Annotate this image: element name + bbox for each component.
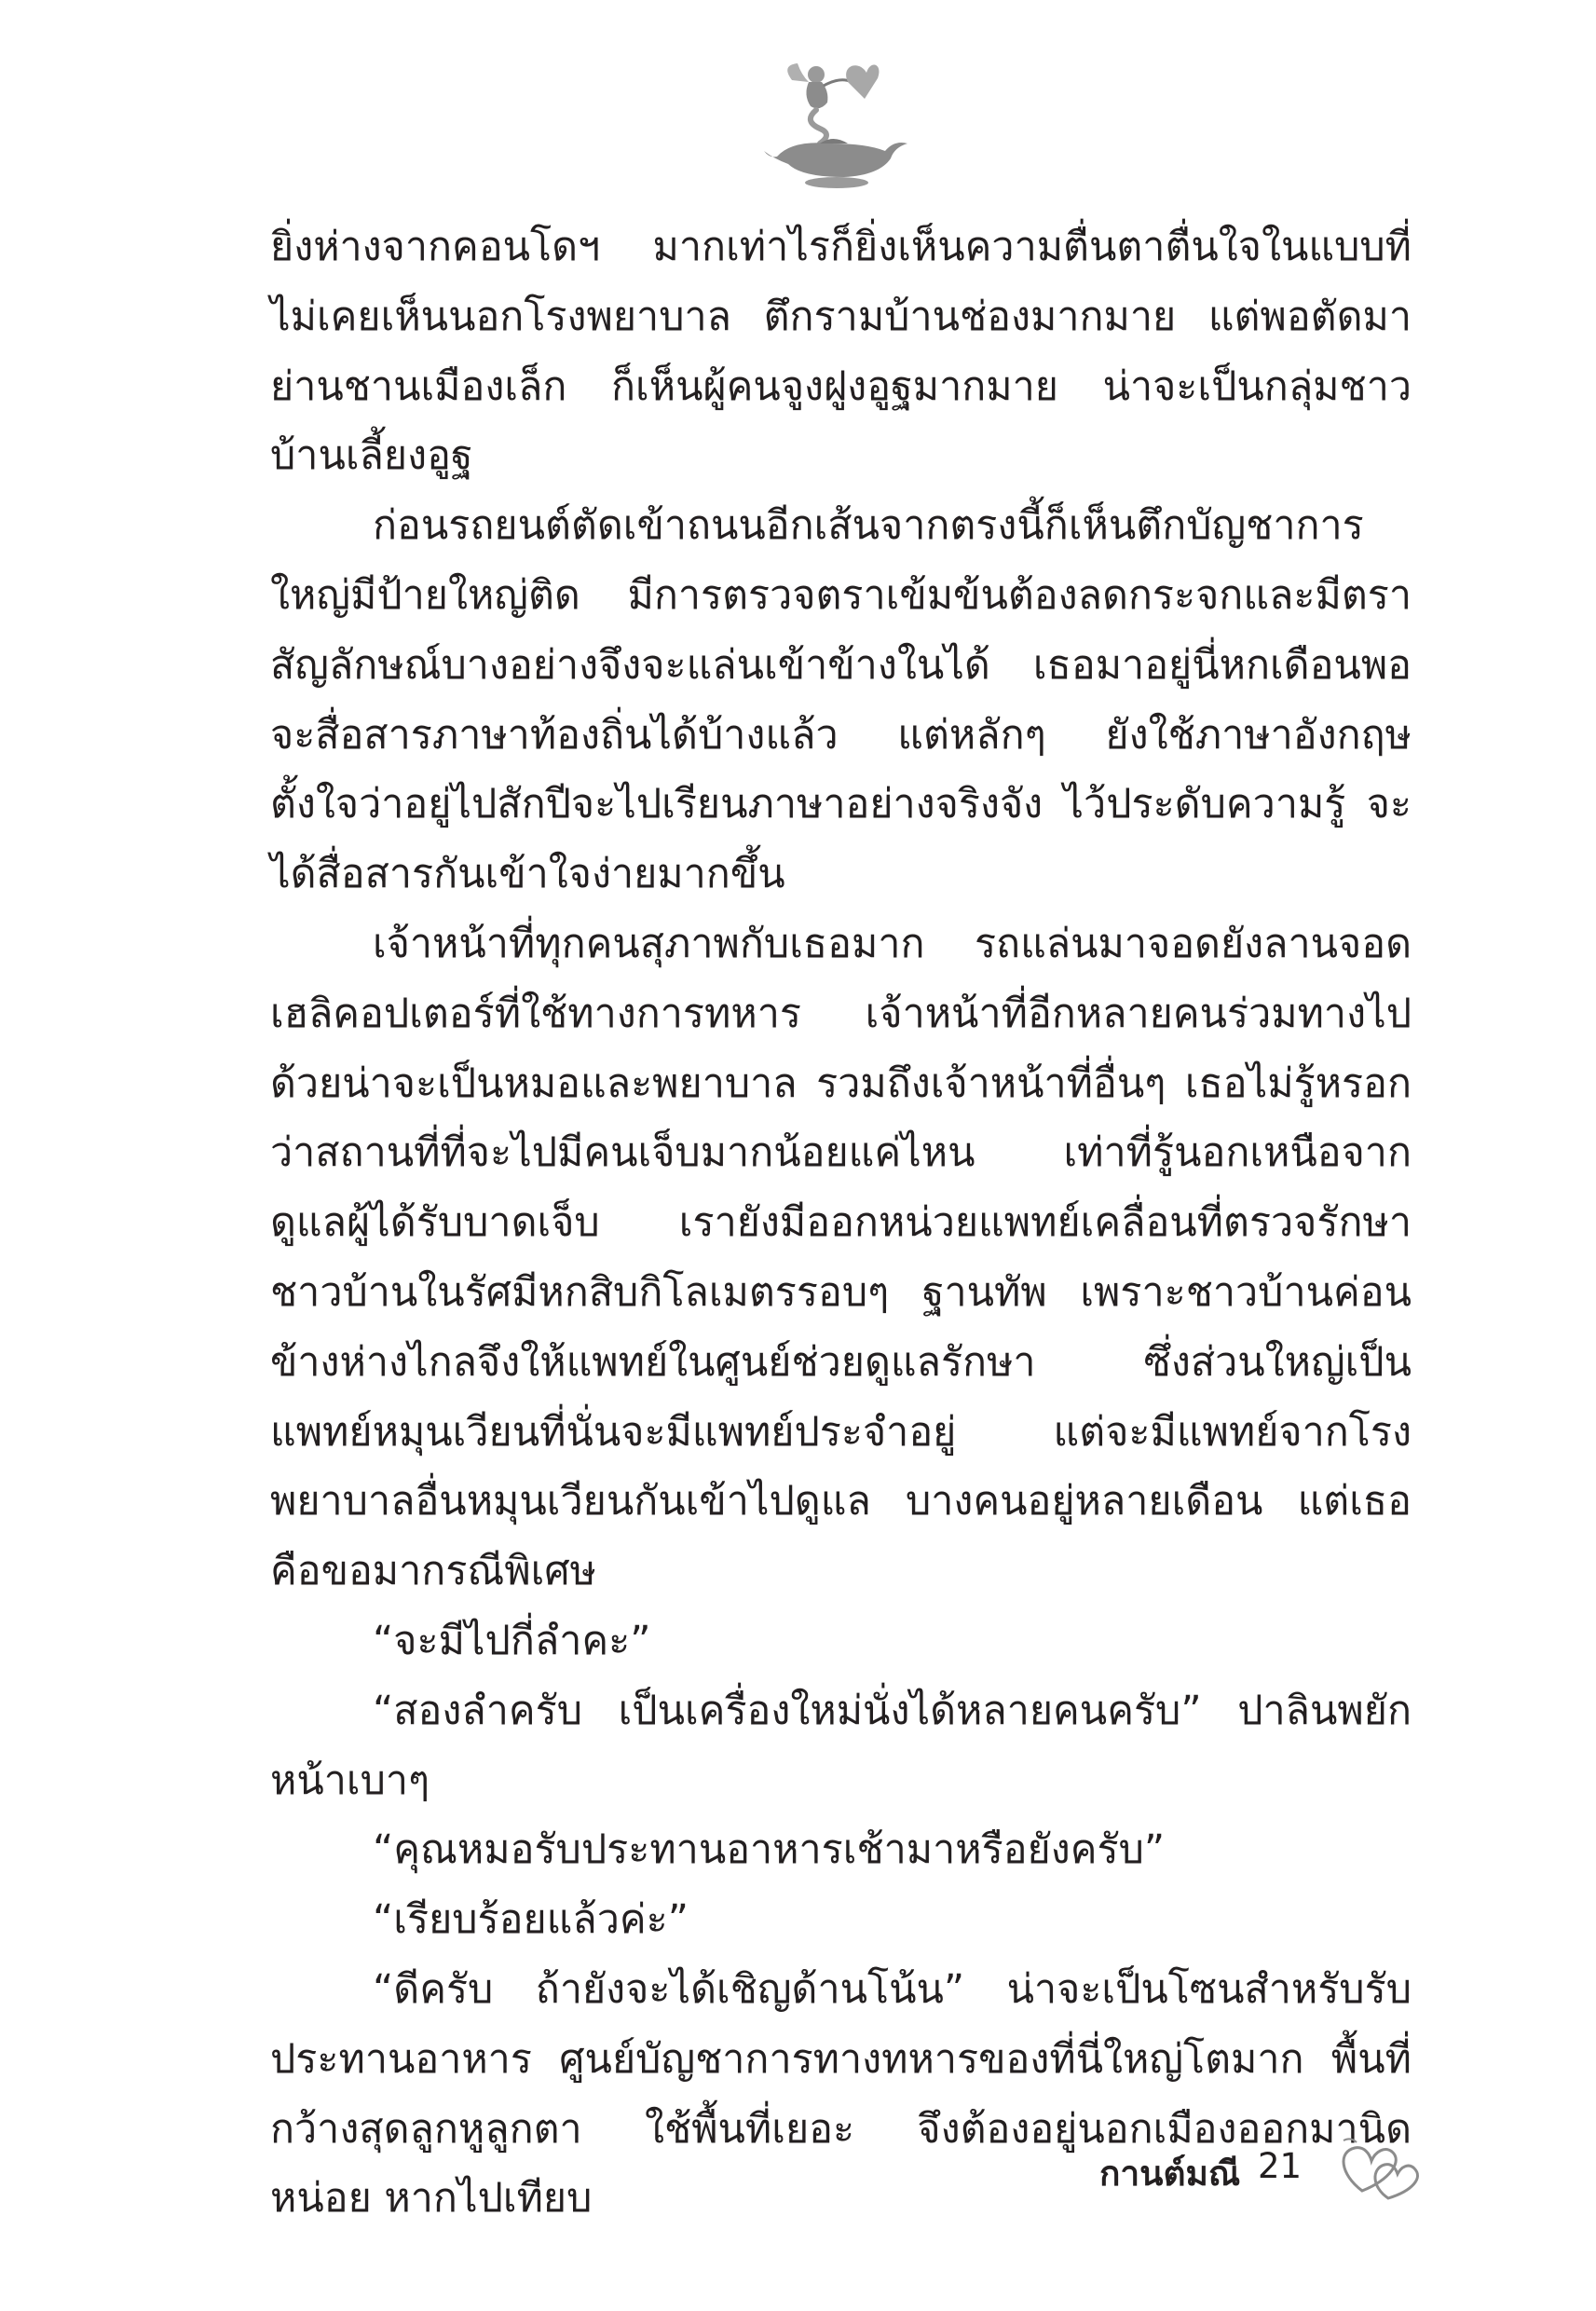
paragraph-2: เจ้าหน้าที่ทุกคนสุภาพกับเธอมาก รถแล่นมาจอดยังลานจอดเฮลิคอปเตอร์ที่ใช้ทางการทหาร เจ้าหน้าที่อีกหลายคนร่วมทางไปด้วยน่าจะเป็นหมอและพยาบาล รวมถึงเจ้าหน้าที่อื่นๆ เธอไม่รู้หรอกว่าสถานที่ที่จะไปมีคนเจ็บมากน้อยแค่ไหน เท่าที่รู้นอกเหนือจากดูแลผู้ได้รับบาดเจ็บ เรายังมีออกหน่วยแพทย์เคลื่อนที่ตรวจรักษาชาวบ้านในรัศมีหกสิบกิโลเมตรรอบๆ ฐานทัพ เพราะชาวบ้านค่อนข้างห่างไกลจึงให้แพทย์ในศูนย์ช่วยดูแลรักษา ซึ่งส่วนใหญ่เป็นแพทย์หมุนเวียนที่นั่นจะมีแพทย์ประจำอยู่ แต่จะมีแพทย์จากโรงพยาบาลอื่นหมุนเวียนกันเข้าไปดูแล บางคนอยู่หลายเดือน แต่เธอคือขอมากรณีพิเศษ — [270, 920, 1412, 1595]
paragraph-5: “คุณหมอรับประทานอาหารเช้ามาหรือยังครับ” — [373, 1826, 1166, 1874]
linked-hearts-icon — [1334, 2133, 1427, 2206]
paragraph-1: ก่อนรถยนต์ตัดเข้าถนนอีกเส้นจากตรงนี้ก็เห็นตึกบัญชาการใหญ่มีป้ายใหญ่ติด มีการตรวจตราเข้มข้นต้องลดกระจกและมีตราสัญลักษณ์บางอย่างจึงจะแล่นเข้าข้างในได้ เธอมาอยู่นี่หกเดือนพอจะสื่อสารภาษาท้องถิ่นได้บ้างแล้ว แต่หลักๆ ยังใช้ภาษาอังกฤษ ตั้งใจว่าอยู่ไปสักปีจะไปเรียนภาษาอย่างจริงจัง ไว้ประดับความรู้ จะได้สื่อสารกันเข้าใจง่ายมากขึ้น — [270, 502, 1412, 898]
magic-lamp-cupid-icon — [755, 54, 913, 194]
paragraph-3: “จะมีไปกี่ลำคะ” — [373, 1617, 651, 1664]
paragraph-6: “เรียบร้อยแล้วค่ะ” — [373, 1896, 689, 1944]
page-footer — [1099, 2129, 1435, 2213]
paragraph-4: “สองลำครับ เป็นเครื่องใหม่นั่งได้หลายคนครับ” ปาลินพยักหน้าเบาๆ — [270, 1687, 1412, 1804]
body-text — [270, 212, 1412, 2234]
book-title: กานต์มณี — [1099, 2154, 1241, 2194]
paragraph-7: “ดีครับ ถ้ายังจะได้เชิญด้านโน้น” น่าจะเป็นโซนสำหรับรับประทานอาหาร ศูนย์บัญชาการทางทหารของที่นี่ใหญ่โตมาก พื้นที่กว้างสุดลูกหูลูกตา ใช้พื้นที่เยอะ จึงต้องอยู่นอกเมืองออกมานิดหน่อย หากไปเทียบ — [270, 1965, 1412, 2222]
page-number: 21 — [1258, 2146, 1303, 2186]
paragraph-0: ยิ่งห่างจากคอนโดฯ มากเท่าไรก็ยิ่งเห็นความตื่นตาตื่นใจในแบบที่ไม่เคยเห็นนอกโรงพยาบาล ตึกรามบ้านช่องมากมาย แต่พอตัดมาย่านชานเมืองเล็ก ก็เห็นผู้คนจูงฝูงอูฐมากมาย น่าจะเป็นกลุ่มชาวบ้านเลี้ยงอูฐ — [270, 224, 1412, 480]
